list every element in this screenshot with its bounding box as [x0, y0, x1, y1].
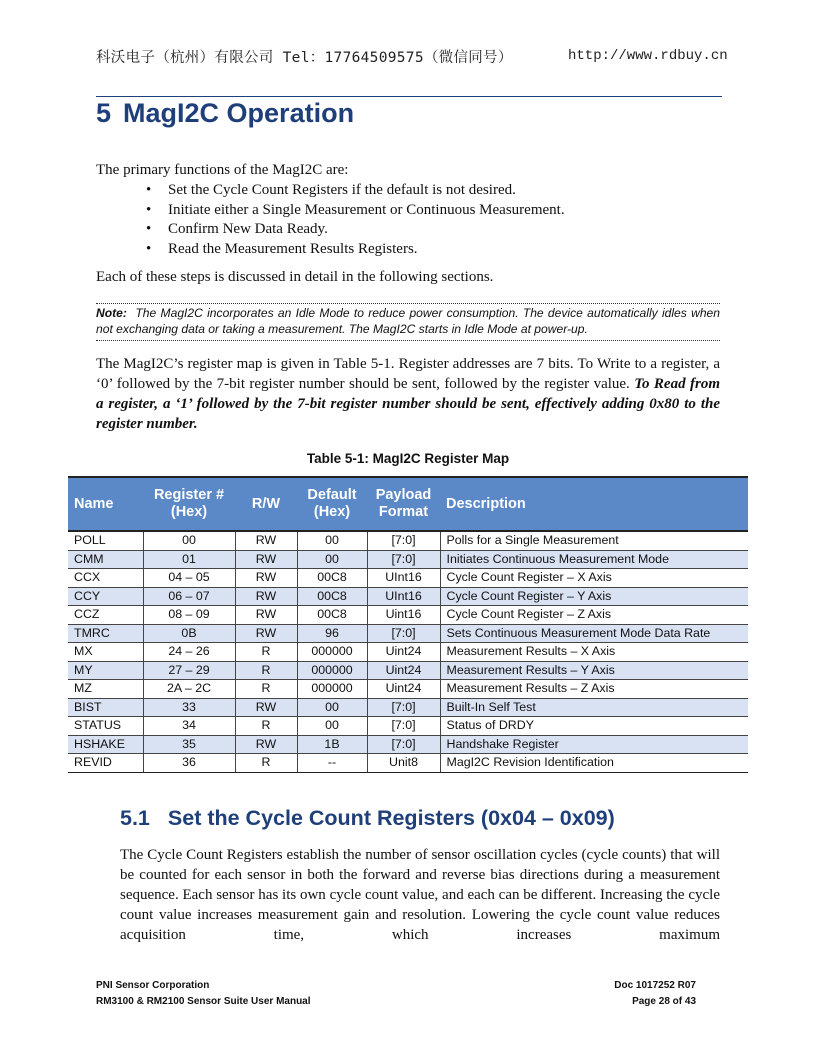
- cell-payload: [7:0]: [367, 624, 440, 643]
- footer-page-number: Page 28 of 43: [632, 996, 696, 1007]
- section-heading: [120, 806, 615, 831]
- cell-name: STATUS: [68, 717, 143, 736]
- cell-description: Initiates Continuous Measurement Mode: [440, 550, 748, 569]
- col-header-register: Register # (Hex): [143, 477, 235, 531]
- cell-default: 1B: [297, 735, 367, 754]
- cell-name: MZ: [68, 680, 143, 699]
- cell-description: Cycle Count Register – Z Axis: [440, 606, 748, 625]
- cell-payload: Uint16: [367, 606, 440, 625]
- register-map-text: The MagI2C’s register map is given in Table 5-1. Register addresses are 7 bits. To Write to a register, a ‘0’ followed by the 7-bit register number should be sent, followed by the register value.: [96, 356, 720, 392]
- table-row: [68, 531, 748, 550]
- cell-description: Built-In Self Test: [440, 698, 748, 717]
- cell-description: Measurement Results – Z Axis: [440, 680, 748, 699]
- cell-payload: [7:0]: [367, 550, 440, 569]
- cell-name: POLL: [68, 531, 143, 550]
- note-text: The MagI2C incorporates an Idle Mode to reduce power consumption. The device automatically idles when not exchanging data or taking a measurement. The MagI2C starts in Idle Mode at power-up.: [96, 306, 720, 336]
- cell-default: 00C8: [297, 569, 367, 588]
- list-item: • Set the Cycle Count Registers if the default is not desired.: [146, 181, 565, 201]
- col-header-description: Description: [440, 477, 748, 531]
- cell-register: 24 – 26: [143, 643, 235, 662]
- cell-default: --: [297, 754, 367, 773]
- cell-default: 00: [297, 717, 367, 736]
- cell-register: 0B: [143, 624, 235, 643]
- cell-default: 00: [297, 550, 367, 569]
- cell-rw: RW: [235, 550, 297, 569]
- cycle-count-paragraph: The Cycle Count Registers establish the number of sensor oscillation cycles (cycle counts) that will be counted for each sensor in both the forward and reverse bias directions during a measurement sequence. Each sensor has its own cycle count value, and each can be different. Increasing the cycle count value increases measurement gain and resolution. Lowering the cycle count value reduces acquisition time, which increases maximum: [120, 847, 720, 943]
- table-row: [68, 661, 748, 680]
- cell-description: Measurement Results – Y Axis: [440, 661, 748, 680]
- note-label: Note:: [96, 306, 127, 320]
- cell-payload: [7:0]: [367, 698, 440, 717]
- cell-default: 000000: [297, 643, 367, 662]
- cell-default: 000000: [297, 680, 367, 699]
- cell-description: Measurement Results – X Axis: [440, 643, 748, 662]
- cell-description: Handshake Register: [440, 735, 748, 754]
- cell-register: 36: [143, 754, 235, 773]
- chapter-number: 5: [96, 98, 112, 128]
- cell-register: 08 – 09: [143, 606, 235, 625]
- cell-rw: R: [235, 680, 297, 699]
- page-header-url[interactable]: http://www.rdbuy.cn: [568, 48, 728, 64]
- table-row: [68, 643, 748, 662]
- steps-paragraph: Each of these steps is discussed in detail in the following sections.: [96, 269, 494, 285]
- cell-register: 01: [143, 550, 235, 569]
- col-header-default: Default (Hex): [297, 477, 367, 531]
- cell-payload: Unit8: [367, 754, 440, 773]
- cell-register: 33: [143, 698, 235, 717]
- table-row: [68, 606, 748, 625]
- cell-rw: RW: [235, 569, 297, 588]
- cell-rw: RW: [235, 606, 297, 625]
- section-title: Set the Cycle Count Registers (0x04 – 0x09): [167, 806, 615, 830]
- cell-name: CCX: [68, 569, 143, 588]
- table-row: [68, 569, 748, 588]
- table-row: [68, 717, 748, 736]
- cell-name: TMRC: [68, 624, 143, 643]
- cell-name: CCY: [68, 587, 143, 606]
- cell-payload: Uint24: [367, 680, 440, 699]
- cell-rw: RW: [235, 624, 297, 643]
- table-row: [68, 698, 748, 717]
- table-row: [68, 550, 748, 569]
- register-map-read-emphasis: To Read from a register, a ‘1’ followed by the 7-bit register number should be sent, effectively adding 0x80 to the register number.: [96, 376, 720, 432]
- cell-register: 2A – 2C: [143, 680, 235, 699]
- table-row: [68, 680, 748, 699]
- register-map-paragraph: [96, 354, 720, 434]
- cell-register: 27 – 29: [143, 661, 235, 680]
- cell-payload: UInt16: [367, 587, 440, 606]
- cell-payload: UInt16: [367, 569, 440, 588]
- list-item: • Read the Measurement Results Registers.: [146, 240, 565, 260]
- footer-doc-number: Doc 1017252 R07: [614, 980, 696, 991]
- cell-description: Sets Continuous Measurement Mode Data Rate: [440, 624, 748, 643]
- cell-rw: R: [235, 661, 297, 680]
- cell-register: 00: [143, 531, 235, 550]
- cell-rw: RW: [235, 587, 297, 606]
- cell-payload: [7:0]: [367, 717, 440, 736]
- cell-name: HSHAKE: [68, 735, 143, 754]
- note-box: [96, 303, 720, 341]
- cell-description: MagI2C Revision Identification: [440, 754, 748, 773]
- cell-name: REVID: [68, 754, 143, 773]
- cell-register: 34: [143, 717, 235, 736]
- register-map-table: [68, 476, 748, 773]
- chapter-title: MagI2C Operation: [123, 98, 355, 128]
- function-list: [146, 181, 565, 259]
- cell-default: 96: [297, 624, 367, 643]
- cell-description: Cycle Count Register – Y Axis: [440, 587, 748, 606]
- table-row: [68, 735, 748, 754]
- cell-description: Cycle Count Register – X Axis: [440, 569, 748, 588]
- cell-name: MY: [68, 661, 143, 680]
- cell-default: 000000: [297, 661, 367, 680]
- cell-name: MX: [68, 643, 143, 662]
- col-header-rw: R/W: [235, 477, 297, 531]
- page-header-company: 科沃电子（杭州）有限公司 Tel：17764509575（微信同号）: [96, 50, 513, 66]
- cell-rw: RW: [235, 698, 297, 717]
- table-body: [68, 531, 748, 772]
- footer-company: PNI Sensor Corporation: [96, 980, 210, 991]
- cell-rw: R: [235, 643, 297, 662]
- cell-rw: R: [235, 717, 297, 736]
- footer-manual: RM3100 & RM2100 Sensor Suite User Manual: [96, 996, 311, 1007]
- cell-register: 35: [143, 735, 235, 754]
- cell-description: Polls for a Single Measurement: [440, 531, 748, 550]
- cell-payload: [7:0]: [367, 531, 440, 550]
- header-rule: [96, 96, 722, 97]
- cell-rw: RW: [235, 735, 297, 754]
- cell-payload: Uint24: [367, 661, 440, 680]
- table-row: [68, 754, 748, 773]
- cell-name: CCZ: [68, 606, 143, 625]
- table-caption: Table 5-1: MagI2C Register Map: [306, 451, 510, 466]
- list-item: • Initiate either a Single Measurement or Continuous Measurement.: [146, 201, 565, 221]
- cell-rw: R: [235, 754, 297, 773]
- intro-paragraph: The primary functions of the MagI2C are:: [96, 162, 349, 178]
- chapter-heading: [96, 98, 354, 129]
- cell-description: Status of DRDY: [440, 717, 748, 736]
- cell-payload: Uint24: [367, 643, 440, 662]
- cell-register: 04 – 05: [143, 569, 235, 588]
- col-header-name: Name: [68, 477, 143, 531]
- cell-default: 00: [297, 698, 367, 717]
- list-item: • Confirm New Data Ready.: [146, 220, 565, 240]
- cell-payload: [7:0]: [367, 735, 440, 754]
- col-header-payload: Payload Format: [367, 477, 440, 531]
- cell-name: BIST: [68, 698, 143, 717]
- section-number: 5.1: [120, 806, 150, 830]
- cell-rw: RW: [235, 531, 297, 550]
- table-header-row: [68, 477, 748, 531]
- cell-register: 06 – 07: [143, 587, 235, 606]
- cell-default: 00: [297, 531, 367, 550]
- table-row: [68, 587, 748, 606]
- cell-default: 00C8: [297, 587, 367, 606]
- cell-name: CMM: [68, 550, 143, 569]
- table-row: [68, 624, 748, 643]
- cell-default: 00C8: [297, 606, 367, 625]
